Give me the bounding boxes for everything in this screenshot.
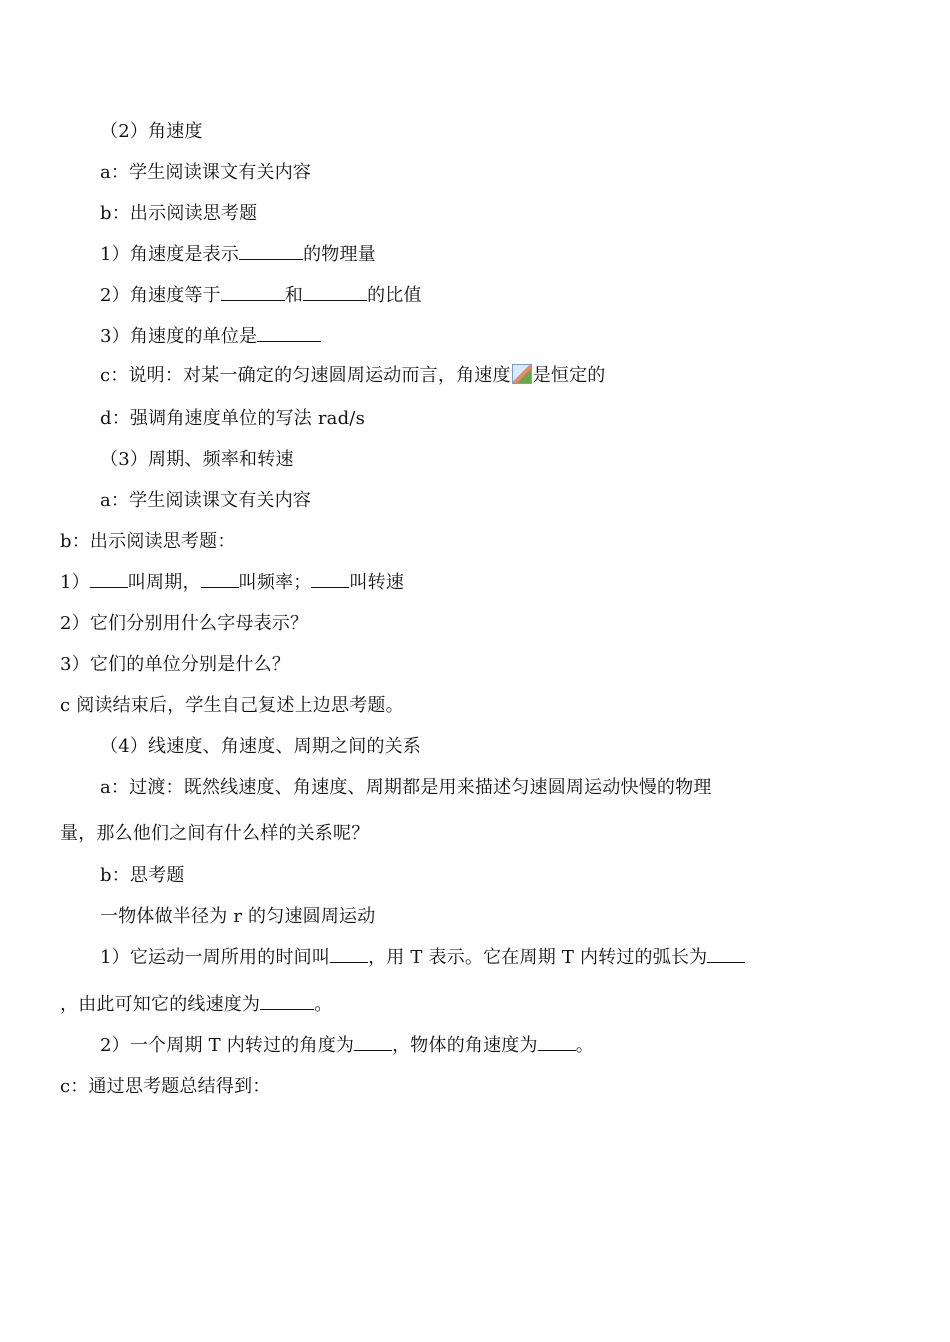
fill-blank bbox=[303, 284, 367, 301]
fill-blank bbox=[201, 571, 239, 588]
text-line: b：出示阅读思考题： bbox=[60, 531, 236, 552]
text-line: 量，那么他们之间有什么样的关系呢？ bbox=[60, 823, 370, 844]
heading-period-frequency: （3）周期、频率和转速 bbox=[100, 449, 294, 470]
fill-blank bbox=[538, 1034, 576, 1051]
broken-image-icon bbox=[512, 364, 532, 384]
question-line: ，由此可知它的线速度为 。 bbox=[60, 994, 333, 1015]
text-line: a：学生阅读课文有关内容 bbox=[100, 162, 312, 183]
text-line: b：出示阅读思考题 bbox=[100, 203, 258, 224]
text-line: c：通过思考题总结得到： bbox=[60, 1076, 271, 1097]
question-line: 1）角速度是表示 的物理量 bbox=[100, 244, 376, 265]
question-line: 2）角速度等于 和 的比值 bbox=[100, 285, 422, 306]
fill-blank bbox=[257, 325, 321, 342]
text-line: c 阅读结束后，学生自己复述上边思考题。 bbox=[60, 695, 404, 716]
fill-blank bbox=[354, 1034, 392, 1051]
fill-blank bbox=[330, 946, 368, 963]
heading-angular-velocity: （2）角速度 bbox=[100, 121, 203, 142]
text-line: 一物体做半径为 r 的匀速圆周运动 bbox=[100, 906, 376, 927]
question-line: 3）角速度的单位是 bbox=[100, 325, 321, 349]
text-line: 2）它们分别用什么字母表示？ bbox=[60, 613, 309, 634]
fill-blank bbox=[239, 243, 303, 260]
question-line: 1）它运动一周所用的时间叫 ，用 T 表示。它在周期 T 内转过的弧长为 bbox=[100, 946, 745, 970]
fill-blank bbox=[707, 946, 745, 963]
fill-blank bbox=[90, 571, 128, 588]
question-line: 1） 叫周期， 叫频率； 叫转速 bbox=[60, 572, 405, 593]
text-line: 3）它们的单位分别是什么？ bbox=[60, 654, 291, 675]
text-line: d：强调角速度单位的写法 rad/s bbox=[100, 408, 366, 429]
fill-blank bbox=[221, 284, 285, 301]
text-line: a：过渡：既然线速度、角速度、周期都是用来描述匀速圆周运动快慢的物理 bbox=[100, 777, 712, 798]
question-line: 2）一个周期 T 内转过的角度为 ，物体的角速度为 。 bbox=[100, 1035, 594, 1056]
text-line: b：思考题 bbox=[100, 865, 185, 886]
text-line: c：说明：对某一确定的匀速圆周运动而言，角速度 是恒定的 bbox=[100, 365, 606, 386]
text-line: a：学生阅读课文有关内容 bbox=[100, 490, 312, 511]
heading-relationship: （4）线速度、角速度、周期之间的关系 bbox=[100, 736, 422, 757]
fill-blank bbox=[311, 571, 349, 588]
fill-blank bbox=[260, 993, 314, 1010]
